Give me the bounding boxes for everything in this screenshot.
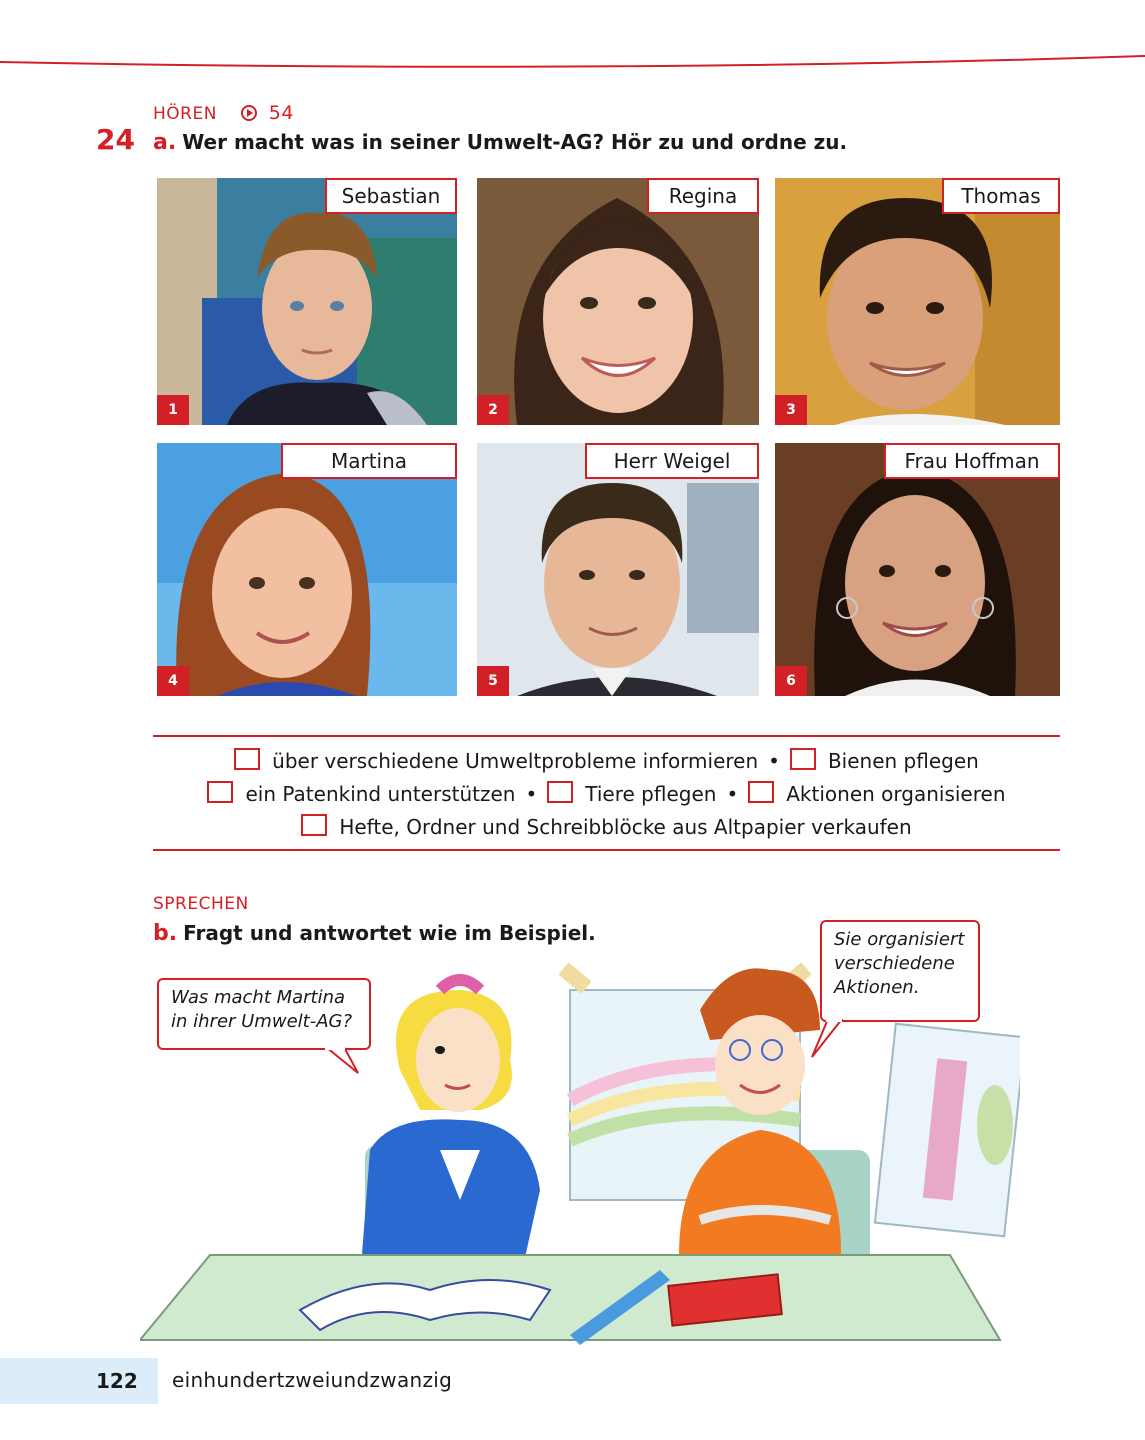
photo-herr-weigel	[477, 443, 759, 696]
photo-regina	[477, 178, 759, 425]
task-b	[153, 921, 596, 946]
bubble-tail	[806, 1019, 846, 1059]
name-tag-martina: Martina	[281, 443, 457, 479]
cartoon-girl	[360, 980, 540, 1280]
boy-portrait-image	[775, 178, 1060, 425]
options-row-2	[153, 781, 1060, 806]
bubble-line: Was macht Martina	[171, 987, 346, 1008]
option-label: über verschiedene Umweltprobleme informieren	[272, 749, 759, 773]
option-label: Bienen pflegen	[827, 749, 979, 773]
option-label: Hefte, Ordner und Schreibblöcke aus Altpapier verkaufen	[339, 815, 912, 839]
hoeren-label	[153, 102, 294, 124]
options-row-3	[153, 814, 1060, 839]
photo-martina	[157, 443, 457, 696]
photo-sebastian	[157, 178, 457, 425]
options-bottom-rule	[153, 849, 1060, 851]
bubble-tail	[320, 1047, 360, 1075]
options-top-rule	[153, 735, 1060, 737]
option-label: Aktionen organisieren	[786, 782, 1006, 806]
woman-portrait-image	[775, 443, 1060, 696]
task-a-text: Wer macht was in seiner Umwelt-AG? Hör zu und ordne zu.	[182, 130, 848, 154]
bubble-line: Sie organisiert	[834, 929, 965, 950]
page-number-word: einhundertzweiundzwanzig	[172, 1368, 453, 1392]
task-a	[153, 130, 847, 155]
bubble-line: verschiedene	[834, 953, 955, 974]
speech-bubble-answer	[820, 920, 980, 1022]
sprechen-label: SPRECHEN	[153, 894, 249, 914]
bullet-separator: •	[525, 782, 538, 806]
task-a-letter: a.	[153, 130, 177, 155]
girl-portrait-image	[477, 178, 759, 425]
bullet-separator: •	[726, 782, 739, 806]
name-tag-sebastian: Sebastian	[325, 178, 457, 214]
photo-frau-hoffman	[775, 443, 1060, 696]
name-tag-herr-weigel: Herr Weigel	[585, 443, 759, 479]
checkbox[interactable]	[234, 748, 260, 770]
audio-track-number: 54	[268, 102, 294, 124]
option-label: Tiere pflegen	[585, 782, 717, 806]
poster-building	[875, 984, 1020, 1236]
options-list	[153, 748, 1060, 844]
checkbox[interactable]	[207, 781, 233, 803]
checkbox[interactable]	[748, 781, 774, 803]
photo-number-badge: 1	[157, 395, 189, 425]
boy-portrait-image	[157, 178, 457, 425]
checkbox[interactable]	[790, 748, 816, 770]
audio-play-icon[interactable]	[241, 105, 257, 121]
bullet-separator: •	[768, 749, 780, 773]
checkbox[interactable]	[301, 814, 327, 836]
photo-number-badge: 5	[477, 666, 509, 696]
bubble-line: Aktionen.	[834, 977, 920, 998]
bubble-line: in ihrer Umwelt-AG?	[171, 1011, 353, 1032]
name-tag-regina: Regina	[647, 178, 759, 214]
name-tag-thomas: Thomas	[942, 178, 1060, 214]
name-tag-frau-hoffman: Frau Hoffman	[884, 443, 1060, 479]
photo-number-badge: 6	[775, 666, 807, 696]
task-b-letter: b.	[153, 921, 178, 946]
top-red-rule	[0, 0, 1145, 80]
exercise-number: 24	[96, 123, 135, 156]
photo-number-badge: 3	[775, 395, 807, 425]
photo-thomas	[775, 178, 1060, 425]
checkbox[interactable]	[547, 781, 573, 803]
task-b-text: Fragt und antwortet wie im Beispiel.	[183, 921, 596, 945]
table	[140, 1255, 1000, 1340]
girl-portrait-image	[157, 443, 457, 696]
page-number: 122	[0, 1358, 158, 1404]
speech-bubble-question	[157, 978, 371, 1050]
hoeren-text: HÖREN	[153, 104, 217, 124]
option-label: ein Patenkind unterstützen	[245, 782, 516, 806]
man-portrait-image	[477, 443, 759, 696]
options-row-1	[153, 748, 1060, 773]
photo-number-badge: 2	[477, 395, 509, 425]
photo-number-badge: 4	[157, 666, 189, 696]
